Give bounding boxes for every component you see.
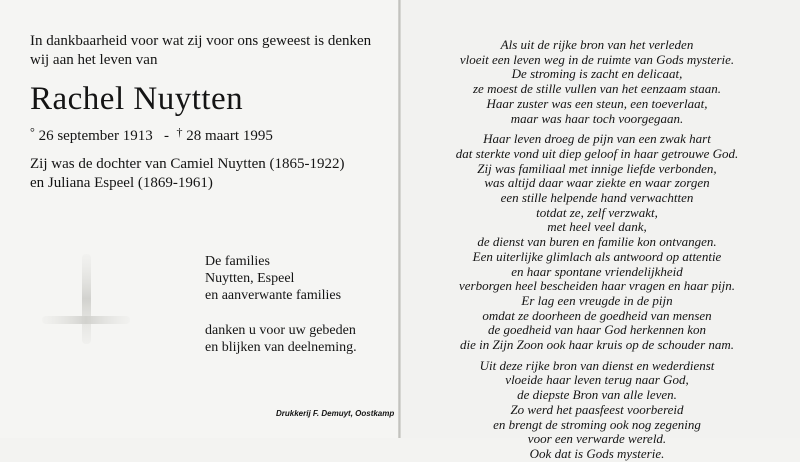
families-line-1: De families	[205, 254, 270, 269]
poem-line: de dienst van buren en familie kon ontvangen.	[477, 234, 717, 250]
poem-line: de goedheid van haar God herkennen kon	[487, 322, 707, 338]
poem-line: met heel veel dank,	[547, 219, 647, 235]
families-block	[205, 253, 395, 304]
poem-line: Als uit de rijke bron van het verleden	[500, 37, 694, 52]
death-symbol: †	[176, 125, 183, 139]
poem-line: vloeit een leven weg in de ruimte van Gods mysterie.	[459, 51, 735, 67]
thanks-block	[205, 322, 395, 356]
thanks-line-2: en blijken van deelneming.	[205, 340, 357, 355]
poem-line: ze moest de stille vullen van het eenzaam staan.	[472, 81, 722, 97]
poem-line: Haar zuster was een steun, een toeverlaat,	[486, 95, 708, 111]
intro-text: In dankbaarheid voor wat zij voor ons geweest is denken wij aan het leven van	[30, 33, 372, 68]
poem-line: was altijd daar waar ziekte en waar zorgen	[484, 175, 710, 191]
poem-line: Uit deze rijke bron van dienst en wederdienst	[479, 357, 715, 373]
poem-line: maar was haar toch voorgegaan.	[510, 110, 684, 126]
poem-line: die in Zijn Zoon ook haar kruis op de schouder nam.	[459, 337, 735, 353]
parents-line-2: en Juliana Espeel (1869-1961)	[30, 175, 213, 191]
life-dates	[30, 123, 273, 146]
poem-line: totdat ze, zelf verzwakt,	[536, 204, 658, 220]
poem-line: Ook dat is Gods mysterie.	[529, 445, 665, 461]
poem-line: een stille helpende hand verwachtten	[500, 190, 694, 206]
poem	[404, 38, 790, 462]
parents-text	[30, 155, 385, 193]
poem-line: vloeide haar leven terug naar God,	[505, 372, 689, 388]
poem-line: Zo werd het paasfeest voorbereid	[510, 401, 684, 417]
parents-line-1: Zij was de dochter van Camiel Nuytten (1865-1922)	[30, 156, 345, 172]
poem-stanza-3	[404, 359, 790, 462]
poem-line: en brengt de stroming ook nog zegening	[493, 416, 701, 432]
poem-stanza-2	[404, 132, 790, 353]
death-date: 28 maart 1995	[186, 128, 273, 144]
birth-date: 26 september 1913	[38, 128, 153, 144]
families-line-3: en aanverwante families	[205, 288, 342, 303]
thanks-line-1: danken u voor uw gebeden	[205, 323, 356, 338]
birth-symbol: °	[30, 125, 35, 139]
cross-icon	[38, 250, 134, 346]
poem-line: verborgen heel bescheiden haar vragen en haar pijn.	[458, 278, 736, 294]
poem-line: Er lag een vreugde in de pijn	[521, 292, 673, 308]
poem-line: Een uiterlijke glimlach als antwoord op attentie	[472, 248, 722, 264]
poem-line: en haar spontane vriendelijkheid	[511, 263, 683, 279]
poem-line: De stroming is zacht en delicaat,	[511, 66, 683, 82]
families-line-2: Nuytten, Espeel	[205, 271, 295, 286]
left-panel	[0, 0, 398, 438]
poem-line: Zij was familiaal met innige liefde verbonden,	[477, 160, 717, 176]
poem-line: de diepste Bron van alle leven.	[517, 387, 677, 403]
poem-line: omdat ze doorheen de goedheid van mensen	[482, 307, 712, 323]
poem-line: Haar leven droeg de pijn van een zwak hart	[483, 131, 711, 147]
poem-line: voor een verwarde wereld.	[527, 431, 667, 447]
poem-line: dat sterkte vond uit diep geloof in haar getrouwe God.	[455, 145, 739, 161]
poem-stanza-1	[404, 38, 790, 126]
date-separator: -	[163, 128, 169, 144]
deceased-name: Rachel Nuytten	[30, 81, 244, 117]
printer-credit: Drukkerij F. Demuyt, Oostkamp	[276, 409, 395, 418]
